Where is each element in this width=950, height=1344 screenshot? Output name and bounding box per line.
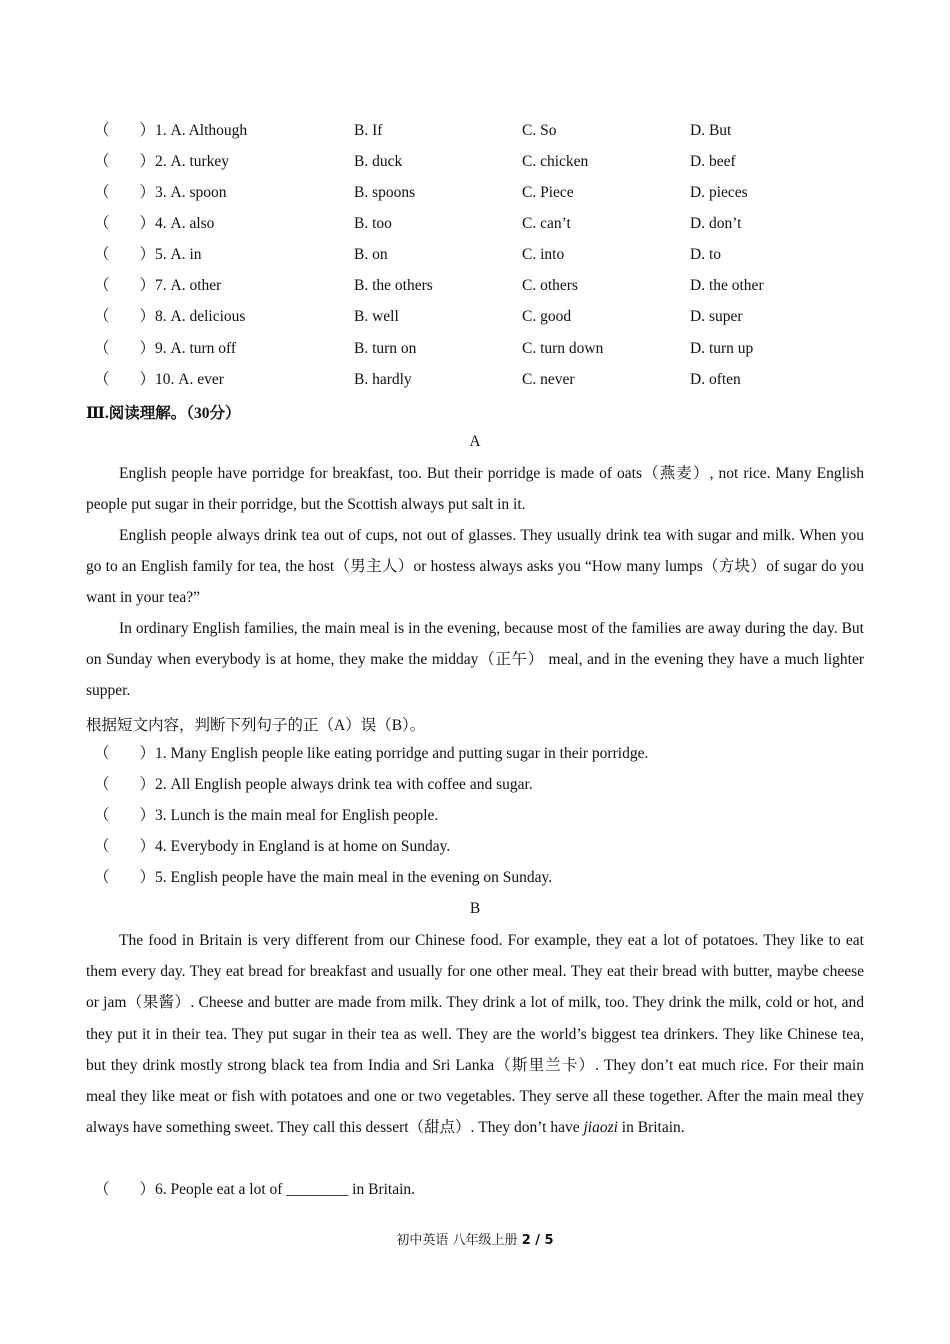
option-b: B. the others xyxy=(354,277,433,294)
passage-b-italic-word: jiaozi xyxy=(583,1119,618,1137)
option-a: ）4. A. also xyxy=(139,215,215,232)
option-a: ）8. A. delicious xyxy=(139,308,246,325)
passage-b-text: The food in Britain is very different from our Chinese food. For example, they eat a lot of potatoes. They like to eat them every day. They eat bread for breakfast and usually for one other meal. They eat their bread with butter, maybe cheese or jam（果酱）. Cheese and butter are made from milk. They drink a lot of milk, too. They drink the milk, cold or hot, and they put it in their tea. They put sugar in their tea as well. They are the world’s biggest tea drinkers. They like Chinese tea, but they drink mostly strong black tea from India and Sri Lanka（斯里兰卡）. They don’t eat much rice. For their main meal they like meat or fish with potatoes and one or two vegetables. They serve all these together. After the main meal they always have something sweet. They call this dessert（甜点）. They don’t have xyxy=(86,932,864,1137)
option-a: ）5. A. in xyxy=(139,246,202,263)
option-a: ）1. A. Although xyxy=(139,122,248,139)
question-6-bracket: （ xyxy=(94,1181,110,1198)
bracket-open: （ xyxy=(94,122,110,139)
option-c: C. can’t xyxy=(522,215,571,232)
passage-a-label: A xyxy=(469,433,481,450)
option-b: B. spoons xyxy=(354,184,416,201)
option-b: B. duck xyxy=(354,153,403,170)
option-c: C. Piece xyxy=(522,184,574,201)
option-c: C. never xyxy=(522,371,575,388)
passage-a-paragraph-2: English people always drink tea out of cups, not out of glasses. They usually drink tea with sugar and milk. When you go to an English family for tea, the host（男主人）or hostess always asks you “How many lumps（方块）of sugar do you want in your tea?” xyxy=(86,527,864,607)
question-text: ）2. All English people always drink tea with coffee and sugar. xyxy=(139,776,533,793)
bracket-open: （ xyxy=(94,807,110,824)
question-text: ）3. Lunch is the main meal for English people. xyxy=(139,807,439,824)
option-a: ）10. A. ever xyxy=(139,371,224,388)
option-d: D. turn up xyxy=(690,340,754,357)
option-c: C. chicken xyxy=(522,153,589,170)
option-b: B. turn on xyxy=(354,340,417,357)
passage-b-text-end: in Britain. xyxy=(617,1119,685,1137)
page-footer xyxy=(0,1229,950,1248)
bracket-open: （ xyxy=(94,869,110,886)
option-d: D. super xyxy=(690,308,743,325)
instruction-text: 根据短文内容，判断下列句子的正（A）误（B）。 xyxy=(86,717,426,734)
bracket-open: （ xyxy=(94,340,110,357)
passage-a-paragraph-3: In ordinary English families, the main meal is in the evening, because most of the families are away during the day. But on Sunday when everybody is at home, they make the midday（正午） meal, and in the evening they have a much lighter supper. xyxy=(86,620,864,700)
option-d: D. to xyxy=(690,246,721,263)
option-d: D. But xyxy=(690,122,732,139)
option-c: C. into xyxy=(522,246,565,263)
option-d: D. beef xyxy=(690,153,736,170)
bracket-open: （ xyxy=(94,184,110,201)
option-b: B. on xyxy=(354,246,388,263)
page-number: 2 / 5 xyxy=(521,1233,554,1248)
footer-title: 初中英语 八年级上册 xyxy=(396,1233,522,1248)
option-d: D. don’t xyxy=(690,215,742,232)
bracket-open: （ xyxy=(94,745,110,762)
question-text: ）4. Everybody in England is at home on Sunday. xyxy=(139,838,451,855)
section-heading: Ⅲ.阅读理解。（30分） xyxy=(86,405,241,422)
question-text: ）5. English people have the main meal in the evening on Sunday. xyxy=(139,869,553,886)
passage-b-paragraph xyxy=(86,925,864,1143)
option-c: C. others xyxy=(522,277,578,294)
option-d: D. often xyxy=(690,371,741,388)
passage-b-label: B xyxy=(469,900,481,917)
option-a: ）7. A. other xyxy=(139,277,222,294)
option-b: B. too xyxy=(354,215,392,232)
bracket-open: （ xyxy=(94,308,110,325)
option-c: C. So xyxy=(522,122,557,139)
bracket-open: （ xyxy=(94,215,110,232)
question-text: ）1. Many English people like eating porridge and putting sugar in their porridge. xyxy=(139,745,649,762)
bracket-open: （ xyxy=(94,246,110,263)
bracket-open: （ xyxy=(94,838,110,855)
option-a: ）2. A. turkey xyxy=(139,153,230,170)
bracket-open: （ xyxy=(94,776,110,793)
question-6-text: ）6. People eat a lot of ________ in Britain. xyxy=(139,1181,416,1198)
bracket-open: （ xyxy=(94,153,110,170)
option-d: D. the other xyxy=(690,277,764,294)
option-d: D. pieces xyxy=(690,184,748,201)
bracket-open: （ xyxy=(94,277,110,294)
option-b: B. hardly xyxy=(354,371,412,388)
option-b: B. well xyxy=(354,308,399,325)
option-a: ）9. A. turn off xyxy=(139,340,237,357)
option-a: ）3. A. spoon xyxy=(139,184,227,201)
bracket-open: （ xyxy=(94,371,110,388)
option-c: C. turn down xyxy=(522,340,604,357)
option-b: B. If xyxy=(354,122,383,139)
option-c: C. good xyxy=(522,308,572,325)
passage-a-paragraph-1: English people have porridge for breakfast, too. But their porridge is made of oats（燕麦）, not rice. Many English people put sugar in their porridge, but the Scottish always put salt in it. xyxy=(86,465,864,514)
